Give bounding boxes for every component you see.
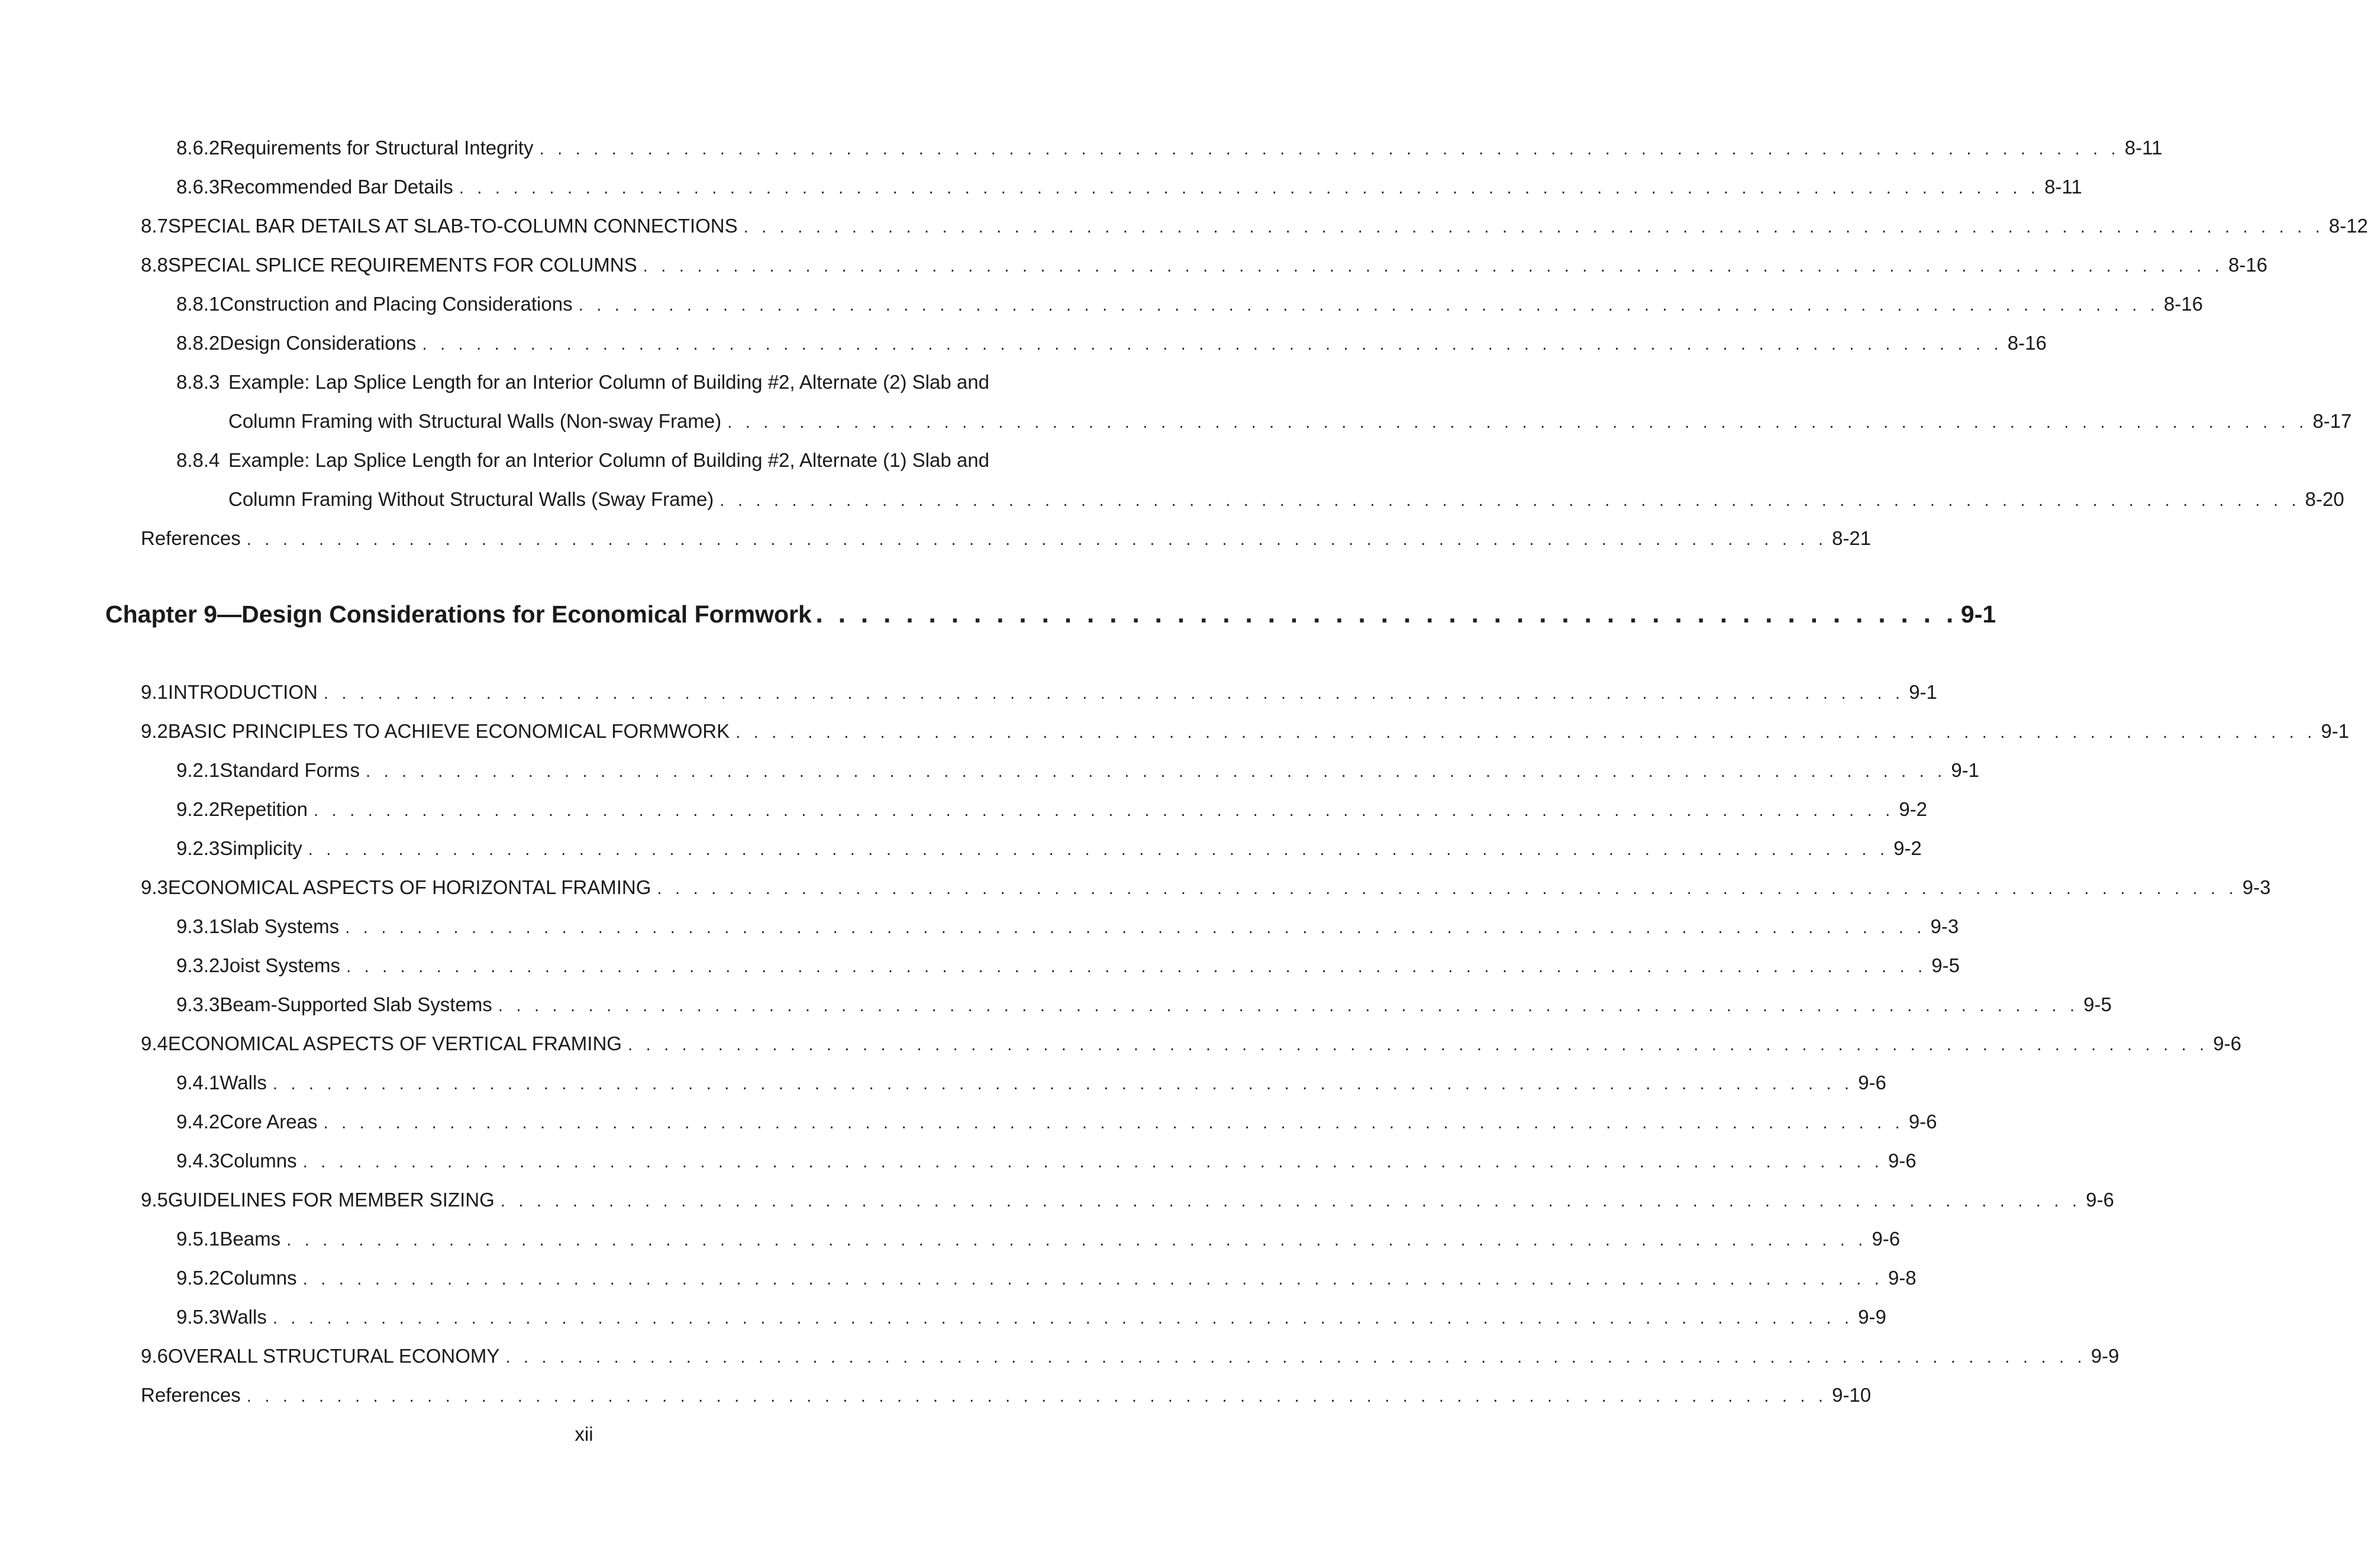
toc-entry-page: 9-6 <box>2213 1033 2241 1054</box>
toc-entry-page: 9-6 <box>1908 1111 1937 1133</box>
leader-dots: . . . . . . . . . . . . . . . . . . . . . . . . . . . . . . . . . . . . . . . . . . . . . . . . . . . . . . . . . . . . . . . . . . . . . . . . . . . . . . . . . . . . . . . . <box>345 919 1926 937</box>
leader-dots: . . . . . . . . . . . . . . . . . . . . . . . . . . . . . . . . . . . . . . . . . . . . . . . . . . . . . . . . . . . . . . . . . . . . . . . . . . . . . . . . . . . . . . . . <box>246 1388 1828 1406</box>
leader-dots: . . . . . . . . . . . . . . . . . . . . . . . . . . . . . . . . . . . . . . . . . . . . . . . . . . . . . . . . . . . . . . . . . . . . . . . . . . . . . . . . . . . . . . . . <box>743 219 2324 237</box>
toc-entry-number: 9.2.3 <box>176 837 220 859</box>
leader-dots: . . . . . . . . . . . . . . . . . . . . . . . . . . . . . . . . . . . . . . . . . . . . . . . . . . . . . . . . . . . . . . . . . . . . . . . . . . . . . . . . . . . . . . . . <box>500 1193 2082 1211</box>
toc-entry[interactable] <box>141 1188 2114 1212</box>
toc-entry-number: 9.5.1 <box>176 1228 220 1250</box>
toc-entry-number: 8.8.4 <box>176 449 220 471</box>
toc-entry[interactable] <box>176 1305 1886 1329</box>
leader-dots: . . . . . . . . . . . . . . . . . . . . . . . . . . . . . . . . . . . . . . . . . . . . . . . . . . . . . . . . . . . . . . . . . . . . . . . . . . . . . . . . . . . . . . . . <box>308 841 1889 859</box>
toc-entry-page: 9-1 <box>2321 720 2350 742</box>
toc-entry[interactable] <box>176 915 1959 938</box>
leader-dots: . . . . . . . . . . . . . . . . . . . . . . . . . . . . . . . . . . . . . . . . . . . . . . . . . . . . . . . . . . . . . . . . . . . . . . . . . . . . . . . . . . . . . . . . <box>366 763 1947 781</box>
toc-entry-page: 8-12 <box>2328 215 2368 237</box>
toc-entry[interactable] <box>176 759 1980 782</box>
toc-entry-title: Requirements for Structural Integrity <box>220 137 534 159</box>
toc-entry-number: 8.8 <box>141 254 168 276</box>
toc-entry-page: 9-2 <box>1899 798 1928 820</box>
chapter-heading[interactable] <box>105 599 1996 631</box>
toc-entry-page: 9-6 <box>1888 1150 1917 1172</box>
leader-dots: . . . . . . . . . . . . . . . . . . . . . . . . . . . . . . . . . . . . . . . . . . . . . . . . . . . . . . . . . . . . . . . . . . . . . . . . . . . . . . . . . . . . . . . . <box>643 258 2224 276</box>
toc-entry-title: Simplicity <box>220 837 302 859</box>
toc-entry-number: 8.6.3 <box>176 176 220 198</box>
toc-entry-title-line1: Example: Lap Splice Length for an Interior Column of Building #2, Alternate (2) Slab and <box>228 371 989 393</box>
toc-entry-title: References <box>141 1384 241 1406</box>
leader-dots: . . . . . . . . . . . . . . . . . . . . . . . . . . . . . . . . . . . . . . . . . . . . . . . . . . . . . . . . . . . . . . . . . . . . . . . . . . . . . . . . . . . . . . . . <box>272 1076 1854 1093</box>
toc-entry-references[interactable] <box>141 1383 1872 1407</box>
toc-entry[interactable] <box>141 720 2350 743</box>
page-number: xii <box>575 1423 593 1445</box>
toc-entry-title: GUIDELINES FOR MEMBER SIZING <box>167 1189 495 1211</box>
toc-entry[interactable] <box>176 954 1960 977</box>
toc-entry[interactable] <box>176 175 2082 199</box>
toc-entry-page: 8-16 <box>2163 293 2203 315</box>
leader-dots: . . . . . . . . . . . . . . . . . . . . . . . . . . . . . . . . . . . . . . . . . . . . . . . . . . . . . . . . . . . . . . . . . . . . . . . . . . . . . . . . . . . . . . . . <box>422 336 2003 354</box>
toc-entry[interactable] <box>176 292 2203 316</box>
toc-entry-page: 9-3 <box>2242 876 2271 898</box>
leader-dots: . . . . . . . . . . . . . . . . . . . . . . . . . . . . . . . . . . . . . . . . . . . . . . . . . . . . . . . . . . . . . . . . . . . . . . . . . . . . . . . . . . . . . . . . <box>314 802 1895 820</box>
toc-entry-number: 9.4 <box>141 1033 168 1054</box>
toc-entry-number: 9.5.2 <box>176 1267 220 1289</box>
leader-dots: . . . . . . . . . . . . . . . . . . . . . . . . . . . . . . . . . . . . . . . . . . . . . . . . . . . . . . . . . . . . . . . . . . . . . . . . . . . . . . . . . . . . . . . . <box>323 1115 1904 1133</box>
leader-dots: . . . . . . . . . . . . . . . . . . . . . . . . . . . . . . . . . . . . . . . . . . . . . . . . . . . . . . . . . . . . . . . . . . . . . . . . . . . . . . . . . . . . . . . . <box>459 180 2040 198</box>
toc-entry-page: 8-17 <box>2312 410 2352 432</box>
toc-entry-page: 8-11 <box>2124 137 2163 159</box>
toc-entry-page: 9-1 <box>1951 759 1980 781</box>
toc-entry[interactable] <box>141 214 2368 238</box>
toc-entry-number: 9.2 <box>141 720 168 742</box>
toc-entry-number: 8.8.1 <box>176 293 220 315</box>
toc-entry-page: 9-2 <box>1893 837 1922 859</box>
toc-entry[interactable] <box>176 331 2047 355</box>
leader-dots: . . . . . . . . . . . . . . . . . . . . . . . . . . . . . . . . . . . . . . . . . . . . . . . . . . . . . . . . . . . . . . . . . . . . . . . . . . . . . . . . . . . . . . . . <box>302 1154 1883 1172</box>
toc-entry-number: 9.6 <box>141 1345 168 1367</box>
toc-entry-title: Core Areas <box>220 1111 318 1133</box>
toc-entry-number: 9.3.3 <box>176 993 220 1015</box>
toc-entry[interactable] <box>141 876 2271 899</box>
toc-entry-number: 9.2.1 <box>176 759 220 781</box>
leader-dots: . . . . . . . . . . . . . . . . . . . . . . . . . . . . . . . . . . . . . . . . . . . . . . . . . . . . . . . . . . . . . . . . . . . . . . . . . . . . . . . . . . . . . . . . <box>272 1310 1854 1328</box>
toc-entry-title: References <box>141 527 241 549</box>
leader-dots: . . . . . . . . . . . . . . . . . . . . . . . . . . . . . . . . . . . . . . . . . . . . . . . . . . . . . . . . . . . . . . . . . . . . . . . . . . . . . . . . . . . . . . . . <box>246 531 1828 549</box>
toc-entry-number: 9.3 <box>141 876 168 898</box>
toc-entry-example[interactable] <box>176 370 989 394</box>
leader-dots: . . . . . . . . . . . . . . . . . . . . . . . . . . . . . . . . . . . . . . . . . . . . . . . . . . . . . . . . . . . . . . . . . . . . . . . . . . . . . . . . . . . . . . . . <box>302 1271 1883 1289</box>
toc-entry-title: Beams <box>220 1228 281 1250</box>
toc-entry-title-line2: Column Framing with Structural Walls (Non-sway Frame) <box>228 410 722 432</box>
toc-entry-number: 8.7 <box>141 215 168 237</box>
toc-entry[interactable] <box>141 1344 2119 1368</box>
toc-entry-title: Standard Forms <box>220 759 360 781</box>
toc-entry[interactable] <box>176 1227 1901 1251</box>
toc-entry-page: 9-9 <box>2090 1345 2119 1367</box>
leader-dots: . . . . . . . . . . . . . . . . . . . . . . . . . . . . . . . . . . . . . . . . . . . . . . . . . . . <box>815 604 1957 628</box>
toc-entry-number: 8.8.2 <box>176 332 220 354</box>
toc-entry-title: OVERALL STRUCTURAL ECONOMY <box>167 1345 500 1367</box>
leader-dots: . . . . . . . . . . . . . . . . . . . . . . . . . . . . . . . . . . . . . . . . . . . . . . . . . . . . . . . . . . . . . . . . . . . . . . . . . . . . . . . . . . . . . . . . <box>346 959 1927 976</box>
toc-entry-page: 8-11 <box>2044 176 2082 198</box>
leader-dots: . . . . . . . . . . . . . . . . . . . . . . . . . . . . . . . . . . . . . . . . . . . . . . . . . . . . . . . . . . . . . . . . . . . . . . . . . . . . . . . . . . . . . . . . <box>578 297 2159 315</box>
toc-entry[interactable] <box>176 1110 1937 1134</box>
toc-entry-page: 8-16 <box>2007 332 2047 354</box>
toc-entry-title: ECONOMICAL ASPECTS OF VERTICAL FRAMING <box>167 1033 622 1054</box>
toc-entry-title: Repetition <box>220 798 308 820</box>
toc-entry-references[interactable] <box>141 527 1872 550</box>
toc-entry-page: 9-10 <box>1832 1384 1872 1406</box>
leader-dots: . . . . . . . . . . . . . . . . . . . . . . . . . . . . . . . . . . . . . . . . . . . . . . . . . . . . . . . . . . . . . . . . . . . . . . . . . . . . . . . . . . . . . . . . <box>505 1349 2086 1367</box>
toc-entry-continuation[interactable] <box>228 488 2344 511</box>
toc-entry-title: SPECIAL BAR DETAILS AT SLAB-TO-COLUMN CONNECTIONS <box>167 215 738 237</box>
toc-entry-title: Construction and Placing Considerations <box>220 293 573 315</box>
toc-entry-title: BASIC PRINCIPLES TO ACHIEVE ECONOMICAL FORMWORK <box>167 720 730 742</box>
toc-entry-page: 9-9 <box>1858 1306 1886 1328</box>
toc-entry-continuation[interactable] <box>228 409 2352 433</box>
toc-entry-number: 9.4.3 <box>176 1150 220 1172</box>
toc-entry-page: 8-16 <box>2228 254 2268 276</box>
toc-entry-title: Walls <box>220 1306 267 1328</box>
toc-entry-page: 9-8 <box>1888 1267 1917 1289</box>
toc-entry-title: Columns <box>220 1267 297 1289</box>
toc-entry-title: Design Considerations <box>220 332 417 354</box>
leader-dots: . . . . . . . . . . . . . . . . . . . . . . . . . . . . . . . . . . . . . . . . . . . . . . . . . . . . . . . . . . . . . . . . . . . . . . . . . . . . . . . . . . . . . . . . <box>735 724 2317 742</box>
toc-entry[interactable] <box>176 1266 1917 1290</box>
toc-entry-number: 9.4.1 <box>176 1072 220 1093</box>
toc-entry[interactable] <box>176 136 2163 160</box>
toc-entry-number: 8.8.3 <box>176 371 220 393</box>
leader-dots: . . . . . . . . . . . . . . . . . . . . . . . . . . . . . . . . . . . . . . . . . . . . . . . . . . . . . . . . . . . . . . . . . . . . . . . . . . . . . . . . . . . . . . . . <box>720 492 2301 510</box>
toc-entry-page: 9-6 <box>1858 1072 1886 1093</box>
toc-entry-title-line1: Example: Lap Splice Length for an Interior Column of Building #2, Alternate (1) Slab and <box>228 449 989 471</box>
toc-entry-number: 9.3.1 <box>176 915 220 937</box>
toc-entry-title: Recommended Bar Details <box>220 176 453 198</box>
toc-entry-title: ECONOMICAL ASPECTS OF HORIZONTAL FRAMING <box>167 876 651 898</box>
toc-entry-page: 8-21 <box>1832 527 1872 549</box>
leader-dots: . . . . . . . . . . . . . . . . . . . . . . . . . . . . . . . . . . . . . . . . . . . . . . . . . . . . . . . . . . . . . . . . . . . . . . . . . . . . . . . . . . . . . . . . <box>727 414 2308 432</box>
toc-entry[interactable] <box>141 680 1937 704</box>
toc-entry-number: 9.1 <box>141 681 168 703</box>
toc-entry-title: INTRODUCTION <box>167 681 318 703</box>
toc-entry-number: 9.2.2 <box>176 798 220 820</box>
toc-entry[interactable] <box>141 1032 2241 1056</box>
toc-entry[interactable] <box>176 837 1922 860</box>
toc-entry-page: 9-3 <box>1930 915 1959 937</box>
toc-entry-page: 9-5 <box>2083 993 2112 1015</box>
toc-entry-number: 9.5.3 <box>176 1306 220 1328</box>
toc-entry-example[interactable] <box>176 449 989 472</box>
toc-entry-title: Slab Systems <box>220 915 340 937</box>
toc-entry-title: Beam-Supported Slab Systems <box>220 993 492 1015</box>
toc-entry-title: Walls <box>220 1072 267 1093</box>
leader-dots: . . . . . . . . . . . . . . . . . . . . . . . . . . . . . . . . . . . . . . . . . . . . . . . . . . . . . . . . . . . . . . . . . . . . . . . . . . . . . . . . . . . . . . . . <box>627 1037 2209 1054</box>
toc-entry-number: 9.3.2 <box>176 954 220 976</box>
toc-entry-page: 9-6 <box>1872 1228 1901 1250</box>
toc-entry[interactable] <box>176 1071 1886 1095</box>
toc-entry-page: 9-1 <box>1909 681 1937 703</box>
toc-entry-page: 9-5 <box>1931 954 1960 976</box>
toc-entry[interactable] <box>176 993 2112 1017</box>
toc-entry[interactable] <box>141 253 2268 277</box>
toc-entry-title: SPECIAL SPLICE REQUIREMENTS FOR COLUMNS <box>167 254 637 276</box>
leader-dots: . . . . . . . . . . . . . . . . . . . . . . . . . . . . . . . . . . . . . . . . . . . . . . . . . . . . . . . . . . . . . . . . . . . . . . . . . . . . . . . . . . . . . . . . <box>539 141 2120 159</box>
leader-dots: . . . . . . . . . . . . . . . . . . . . . . . . . . . . . . . . . . . . . . . . . . . . . . . . . . . . . . . . . . . . . . . . . . . . . . . . . . . . . . . . . . . . . . . . <box>498 998 2079 1015</box>
toc-entry-page: 9-6 <box>2086 1189 2114 1211</box>
leader-dots: . . . . . . . . . . . . . . . . . . . . . . . . . . . . . . . . . . . . . . . . . . . . . . . . . . . . . . . . . . . . . . . . . . . . . . . . . . . . . . . . . . . . . . . . <box>323 685 1905 703</box>
leader-dots: . . . . . . . . . . . . . . . . . . . . . . . . . . . . . . . . . . . . . . . . . . . . . . . . . . . . . . . . . . . . . . . . . . . . . . . . . . . . . . . . . . . . . . . . <box>286 1232 1867 1250</box>
toc-entry[interactable] <box>176 798 1928 821</box>
toc-entry-page: 8-20 <box>2305 488 2344 510</box>
leader-dots: . . . . . . . . . . . . . . . . . . . . . . . . . . . . . . . . . . . . . . . . . . . . . . . . . . . . . . . . . . . . . . . . . . . . . . . . . . . . . . . . . . . . . . . . <box>657 880 2238 898</box>
toc-entry-title: Joist Systems <box>220 954 340 976</box>
toc-entry-number: 8.6.2 <box>176 137 220 159</box>
chapter-title: Chapter 9—Design Considerations for Economical Formwork <box>105 601 812 628</box>
toc-entry-number: 9.4.2 <box>176 1111 220 1133</box>
toc-entry-title: Columns <box>220 1150 297 1172</box>
toc-entry-number: 9.5 <box>141 1189 168 1211</box>
toc-entry[interactable] <box>176 1149 1917 1173</box>
toc-entry-title-line2: Column Framing Without Structural Walls (Sway Frame) <box>228 488 714 510</box>
chapter-page: 9-1 <box>1960 601 1996 628</box>
